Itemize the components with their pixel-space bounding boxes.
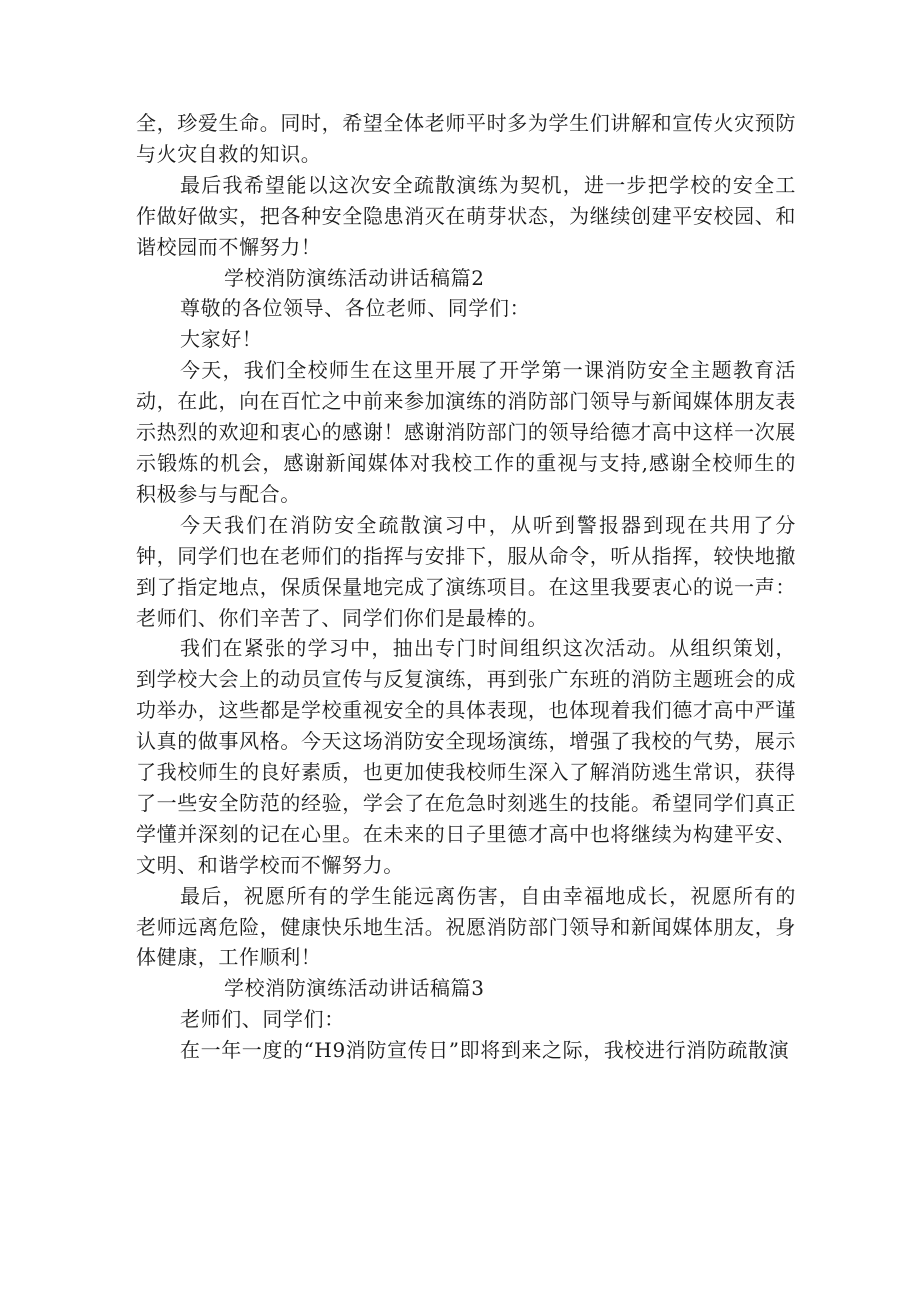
paragraph-continuation: 全，珍爱生命。同时，希望全体老师平时多为学生们讲解和宣传火灾预防与火灾自救的知识。 [136,111,796,166]
paragraph: 今天我们在消防安全疏散演习中，从听到警报器到现在共用了分钟，同学们也在老师们的指挥与安排下，服从命令，听从指挥，较快地撤到了指定地点，保质保量地完成了演练项目。在这里我要衷心的说一声：老师们、你们辛苦了、同学们你们是最棒的。 [136,512,796,630]
paragraph: 最后，祝愿所有的学生能远离伤害，自由幸福地成长，祝愿所有的老师远离危险，健康快乐地生活。祝愿消防部门领导和新闻媒体朋友，身体健康，工作顺利！ [136,883,796,970]
paragraph: 今天，我们全校师生在这里开展了开学第一课消防安全主题教育活动，在此，向在百忙之中前来参加演练的消防部门领导与新闻媒体朋友表示热烈的欢迎和衷心的感谢！感谢消防部门的领导给德才高中这样一次展示锻炼的机会，感谢新闻媒体对我校工作的重视与支持,感谢全校师生的积极参与与配合。 [136,358,796,506]
salutation: 老师们、同学们： [180,1007,345,1032]
greeting: 大家好！ [180,327,263,352]
salutation: 尊敬的各位领导、各位老师、同学们： [180,296,531,321]
section-heading: 学校消防演练活动讲话稿篇2 [224,265,485,290]
section-heading: 学校消防演练活动讲话稿篇3 [224,976,485,1001]
document-body [136,108,796,1066]
paragraph: 在一年一度的“H9消防宣传日”即将到来之际，我校进行消防疏散演 [180,1038,790,1063]
paragraph: 最后我希望能以这次安全疏散演练为契机，进一步把学校的安全工作做好做实，把各种安全隐患消灭在萌芽状态，为继续创建平安校园、和谐校园而不懈努力！ [136,172,796,259]
paragraph: 我们在紧张的学习中，抽出专门时间组织这次活动。从组织策划，到学校大会上的动员宣传与反复演练，再到张广东班的消防主题班会的成功举办，这些都是学校重视安全的具体表现，也体现着我们德才高中严谨认真的做事风格。今天这场消防安全现场演练，增强了我校的气势，展示了我校师生的良好素质，也更加使我校师生深入了解消防逃生常识，获得了一些安全防范的经验，学会了在危急时刻逃生的技能。希望同学们真正学懂并深刻的记在心里。在未来的日子里德才高中也将继续为构建平安、文明、和谐学校而不懈努力。 [136,636,796,877]
